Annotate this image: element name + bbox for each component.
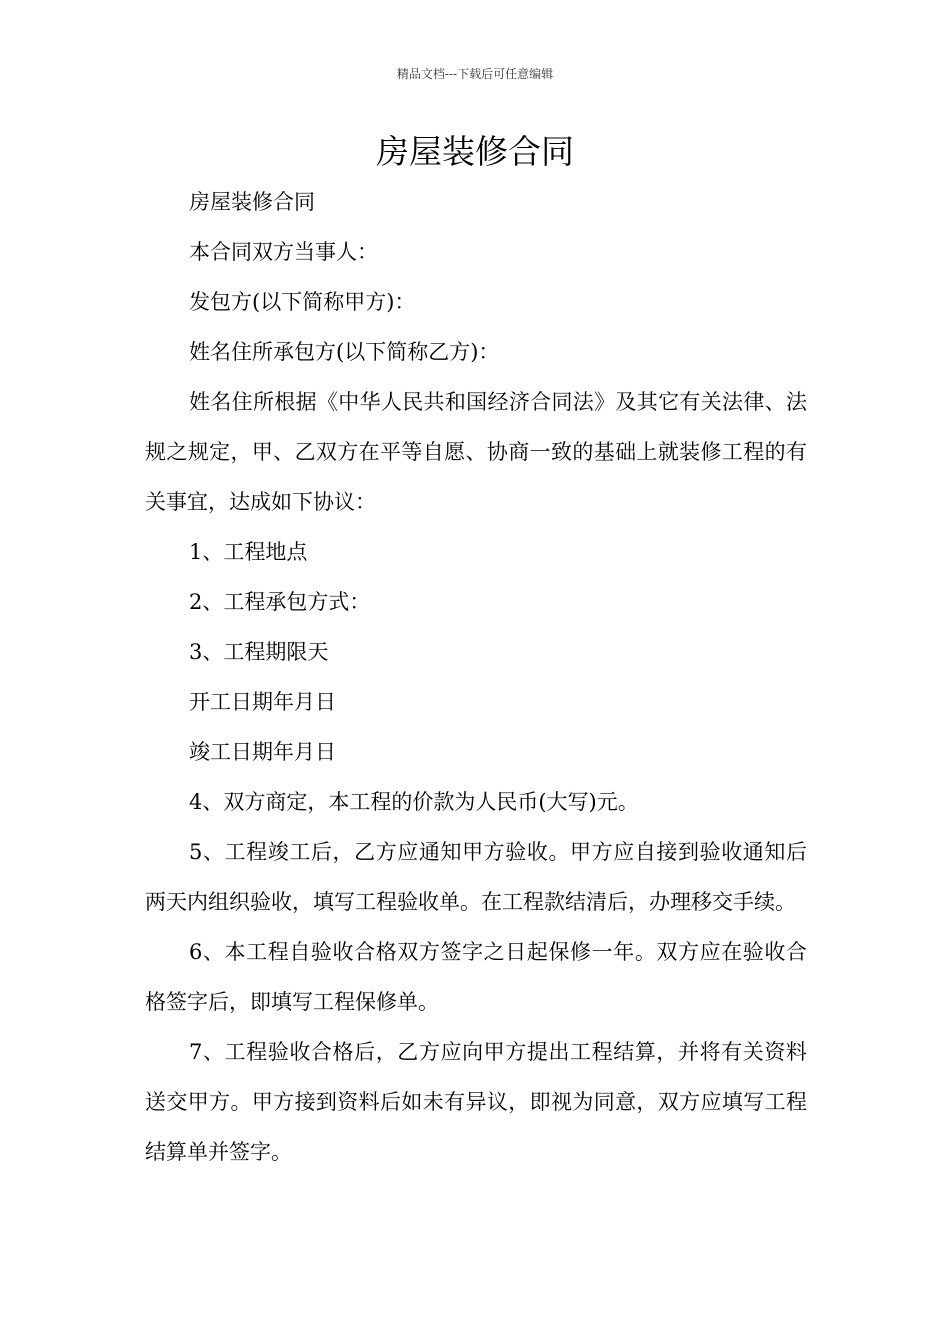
paragraph-preamble: 姓名住所根据《中华人民共和国经济合同法》及其它有关法律、法规之规定，甲、乙双方在平等自愿、协商一致的基础上就装修工程的有关事宜，达成如下协议：	[145, 390, 807, 514]
header-note: 精品文档---下载后可任意编辑	[396, 67, 554, 81]
clause-6: 6、本工程自验收合格双方签字之日起保修一年。双方应在验收合格签字后，即填写工程保修单。	[145, 940, 807, 1014]
clause-3: 3、工程期限天	[189, 640, 329, 664]
paragraph-parties: 本合同双方当事人：	[189, 240, 378, 264]
clause-4: 4、双方商定，本工程的价款为人民币(大写)元。	[189, 790, 639, 814]
paragraph-party-a: 发包方(以下简称甲方)：	[189, 290, 416, 314]
clause-5: 5、工程竣工后，乙方应通知甲方验收。甲方应自接到验收通知后两天内组织验收，填写工程验收单。在工程款结清后，办理移交手续。	[145, 840, 807, 914]
document-body	[145, 177, 807, 1177]
clause-3-start-date: 开工日期年月日	[189, 690, 336, 714]
clause-2: 2、工程承包方式：	[189, 590, 371, 614]
paragraph-party-b: 姓名住所承包方(以下简称乙方)：	[189, 340, 500, 364]
clause-3-end-date: 竣工日期年月日	[189, 740, 336, 764]
clause-1: 1、工程地点	[189, 540, 308, 564]
clause-7: 7、工程验收合格后，乙方应向甲方提出工程结算，并将有关资料送交甲方。甲方接到资料后如未有异议，即视为同意，双方应填写工程结算单并签字。	[145, 1040, 807, 1164]
paragraph-subtitle: 房屋装修合同	[189, 190, 315, 214]
document-title: 房屋装修合同	[376, 132, 574, 171]
